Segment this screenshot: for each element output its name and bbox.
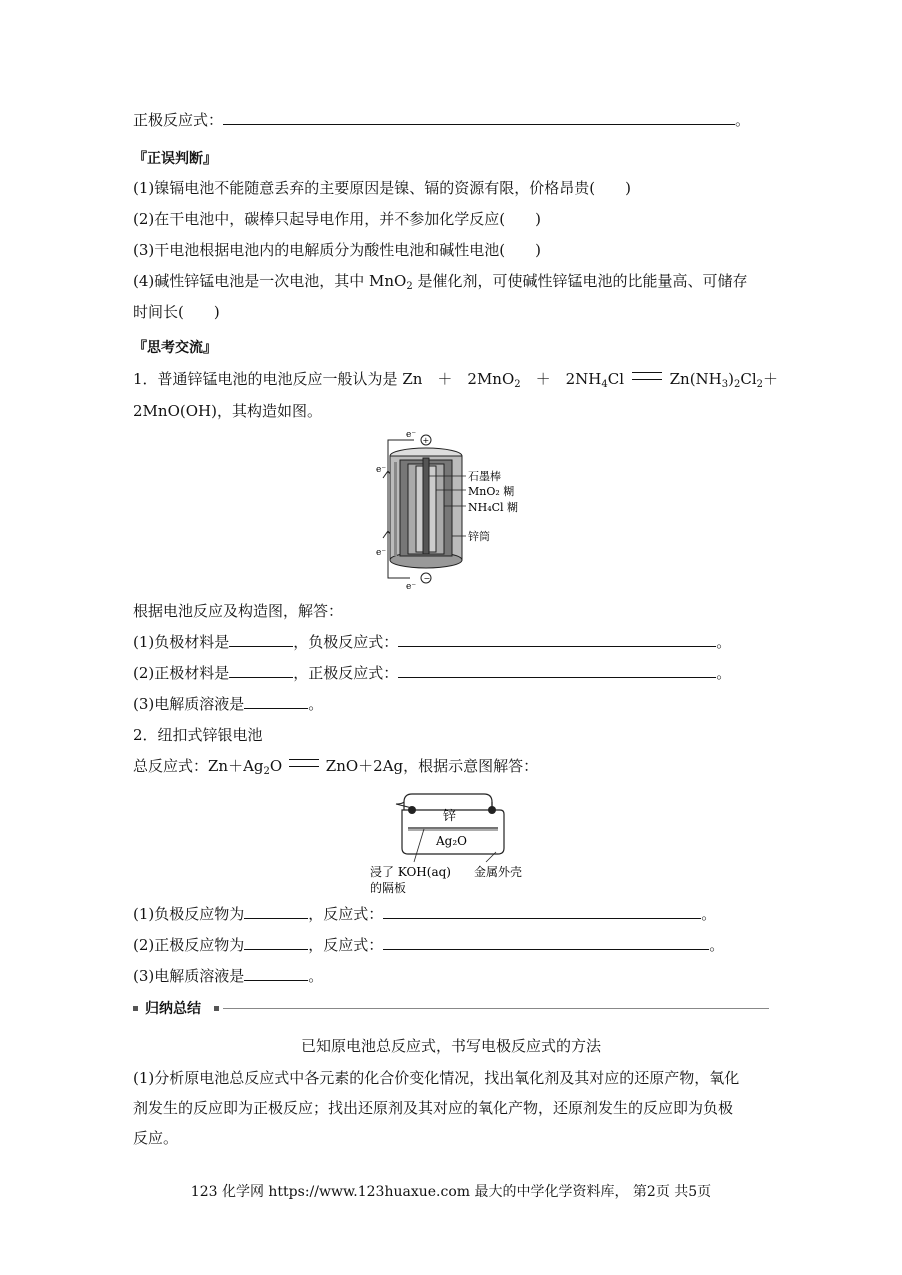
label-mno2-paste: MnO₂ 糊 [468, 485, 515, 498]
cathode-reaction-line: 正极反应式： 。 [133, 111, 751, 129]
dry-cell-diagram [370, 428, 550, 593]
judge-item-4-cont: 时间长( ) [133, 303, 220, 321]
summary-label: 归纳总结 [145, 1001, 201, 1017]
answer-blank[interactable] [244, 694, 308, 709]
answer-blank[interactable] [229, 632, 293, 647]
label-ag2o: Ag₂O [436, 834, 467, 848]
answer-blank[interactable] [244, 935, 308, 950]
answer-blank[interactable] [398, 663, 716, 678]
label-separator: 浸了 KOH(aq) [370, 865, 451, 879]
question-2-title: 2．纽扣式锌银电池 [133, 726, 263, 744]
electron-label-left-2: e⁻ [376, 548, 387, 558]
answer-b2: (2)正极反应物为 ，反应式： 。 [133, 936, 725, 954]
answer-b1: (1)负极反应物为 ，反应式： 。 [133, 905, 717, 923]
reaction-double-bar [632, 372, 662, 380]
answer-blank[interactable] [398, 632, 716, 647]
answer-blank[interactable] [244, 904, 308, 919]
summary-para-line-2: 剂发生的反应即为正极反应；找出还原剂及其对应的氧化产物，还原剂发生的反应即为负极 [133, 1099, 734, 1117]
svg-text:−: − [423, 574, 431, 583]
reaction-double-bar [289, 759, 319, 767]
answer-2: (2)正极材料是 ，正极反应式： 。 [133, 664, 732, 682]
question-2-equation: 总反应式：$Zn+Ag_2O$ ZnO＋2Ag，根据示意图解答： [133, 757, 539, 777]
summary-para-line-3: 反应。 [133, 1129, 179, 1147]
svg-text:+: + [422, 436, 430, 445]
answer-b3: (3)电解质溶液是 。 [133, 967, 324, 985]
summary-heading: 已知原电池总反应式，书写电极反应式的方法 [300, 1037, 601, 1055]
think-section-title: 『思考交流』 [133, 340, 217, 356]
question-1-line-2: 2MnO(OH)，其构造如图。 [133, 402, 322, 420]
label-zinc: 锌 [443, 809, 457, 824]
electron-label-top: e⁻ [406, 430, 417, 440]
judge-item-3: (3)干电池根据电池内的电解质分为酸性电池和碱性电池( ) [133, 241, 541, 259]
summary-header-bar [133, 998, 769, 1018]
label-metal-shell: 金属外壳 [474, 865, 523, 879]
summary-divider [223, 1008, 769, 1009]
summary-para-line-1: (1)分析原电池总反应式中各元素的化合价变化情况，找出氧化剂及其对应的还原产物，氧化 [133, 1069, 740, 1087]
answer-blank[interactable] [244, 966, 308, 981]
answer-blank[interactable] [383, 904, 701, 919]
button-cell-diagram [366, 788, 546, 896]
answer-1: (1)负极材料是 ，负极反应式： 。 [133, 633, 732, 651]
label-zinc-can: 锌筒 [468, 530, 490, 543]
electron-label-left-1: e⁻ [376, 465, 387, 475]
page-footer: 123 化学网 https://www.123huaxue.com 最大的中学化学资料库， 第2页 共5页 [190, 1184, 712, 1200]
answer-blank[interactable] [229, 663, 293, 678]
bullet-square-icon [214, 1006, 219, 1011]
answer-blank[interactable] [223, 110, 735, 125]
judge-item-1: (1)镍镉电池不能随意丢弃的主要原因是镍、镉的资源有限，价格昂贵( ) [133, 179, 631, 197]
electron-label-bottom: e⁻ [406, 582, 417, 592]
judge-item-2: (2)在干电池中，碳棒只起导电作用，并不参加化学反应( ) [133, 210, 541, 228]
answer-blank[interactable] [383, 935, 709, 950]
answer-3: (3)电解质溶液是 。 [133, 695, 324, 713]
answer-intro: 根据电池反应及构造图，解答： [133, 602, 344, 620]
label-separator-2: 的隔板 [370, 881, 407, 895]
cathode-reaction-label: 正极反应式： [133, 111, 224, 129]
bullet-square-icon [133, 1006, 138, 1011]
label-graphite-rod: 石墨棒 [468, 470, 501, 483]
question-1-equation: 1．普通锌锰电池的电池反应一般认为是 Zn ＋ 2MnO$_2$ ＋ $2NH_4Cl$ $Zn(NH_3)_2Cl_2+$ [133, 370, 779, 390]
label-nh4cl-paste: NH₄Cl 糊 [468, 501, 519, 514]
judge-item-4: (4)碱性锌锰电池是一次电池，其中 MnO$_2$ 是催化剂，可使碱性锌锰电池的比能量高、可储存 [133, 272, 748, 292]
judge-section-title: 『正误判断』 [133, 151, 217, 167]
